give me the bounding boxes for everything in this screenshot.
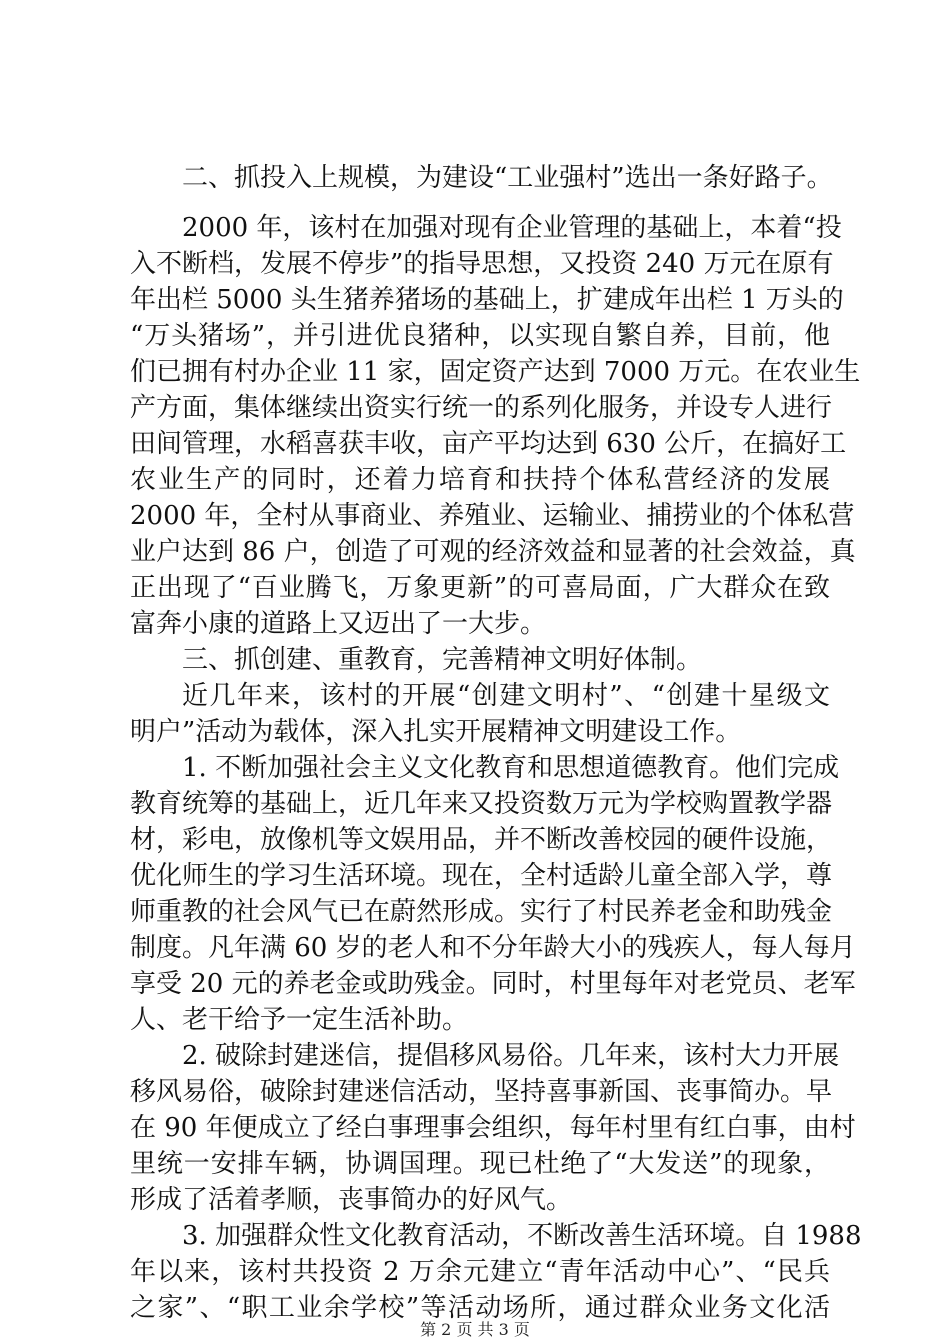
paragraph-line: 移风易俗，破除封建迷信活动，坚持喜事新国、丧事简办。早	[130, 1077, 833, 1107]
paragraph-line: 年以来，该村共投资 2 万余元建立“青年活动中心”、“民兵	[130, 1257, 830, 1287]
paragraph-line: 田间管理，水稻喜获丰收，亩产平均达到 630 公斤，在搞好工	[130, 429, 847, 459]
paragraph-line: 在 90 年便成立了经白事理事会组织，每年村里有红白事，由村	[130, 1113, 856, 1143]
paragraph-line: 近几年来，该村的开展“创建文明村”、“创建十星级文	[182, 681, 830, 711]
paragraph-line: 明户”活动为载体，深入扎实开展精神文明建设工作。	[130, 717, 742, 747]
paragraph-line: 产方面，集体继续出资实行统一的系列化服务，并设专人进行	[130, 393, 833, 423]
paragraph-line: 入不断档，发展不停步”的指导思想，又投资 240 万元在原有	[130, 249, 834, 279]
paragraph-line: 农业生产的同时，还着力培育和扶持个体私营经济的发展	[130, 465, 830, 495]
paragraph-line: 人、老干给予一定生活补助。	[130, 1005, 469, 1035]
list-item-2-line: 2. 破除封建迷信，提倡移风易俗。几年来，该村大力开展	[182, 1041, 840, 1071]
paragraph-line: 师重教的社会风气已在蔚然形成。实行了村民养老金和助残金	[130, 897, 833, 927]
paragraph-line: 材，彩电，放像机等文娱用品，并不断改善校园的硬件设施，	[130, 825, 833, 855]
paragraph-line: 里统一安排车辆，协调国理。现已杜绝了“大发送”的现象，	[130, 1149, 830, 1179]
heading-section-two: 二、抓投入上规模，为建设“工业强村”选出一条好路子。	[182, 163, 833, 193]
paragraph-line: 形成了活着孝顺，丧事简办的好风气。	[130, 1185, 573, 1215]
paragraph-line: 优化师生的学习生活环境。现在，全村适龄儿童全部入学，尊	[130, 861, 833, 891]
paragraph-line: 富奔小康的道路上又迈出了一大步。	[130, 609, 547, 639]
paragraph-line: 业户达到 86 户，创造了可观的经济效益和显著的社会效益，真	[130, 537, 856, 567]
list-item-3-line: 3. 加强群众性文化教育活动，不断改善生活环境。自 1988	[182, 1221, 862, 1251]
list-item-1-line: 1. 不断加强社会主义文化教育和思想道德教育。他们完成	[182, 753, 840, 783]
paragraph-line: 2000 年，全村从事商业、养殖业、运输业、捕捞业的个体私营	[130, 501, 855, 531]
paragraph-line: 制度。凡年满 60 岁的老人和不分年龄大小的残疾人，每人每月	[130, 933, 856, 963]
paragraph-line: 享受 20 元的养老金或助残金。同时，村里每年对老党员、老军	[130, 969, 856, 999]
paragraph-line: 教育统筹的基础上，近几年来又投资数万元为学校购置教学器	[130, 789, 833, 819]
paragraph-line: “万头猪场”，并引进优良猪种，以实现自繁自养，目前，他	[130, 321, 830, 351]
paragraph-line: 之家”、“职工业余学校”等活动场所，通过群众业务文化活	[130, 1293, 830, 1323]
paragraph-line: 年出栏 5000 头生猪养猪场的基础上，扩建成年出栏 1 万头的	[130, 285, 844, 315]
paragraph-line: 们已拥有村办企业 11 家，固定资产达到 7000 万元。在农业生	[130, 357, 861, 387]
heading-section-three: 三、抓创建、重教育，完善精神文明好体制。	[182, 645, 703, 675]
paragraph-line: 正出现了“百业腾飞，万象更新”的可喜局面，广大群众在致	[130, 573, 830, 603]
page-footer: 第 2 页 共 3 页	[420, 1320, 530, 1339]
paragraph-line: 2000 年，该村在加强对现有企业管理的基础上，本着“投	[182, 213, 842, 243]
